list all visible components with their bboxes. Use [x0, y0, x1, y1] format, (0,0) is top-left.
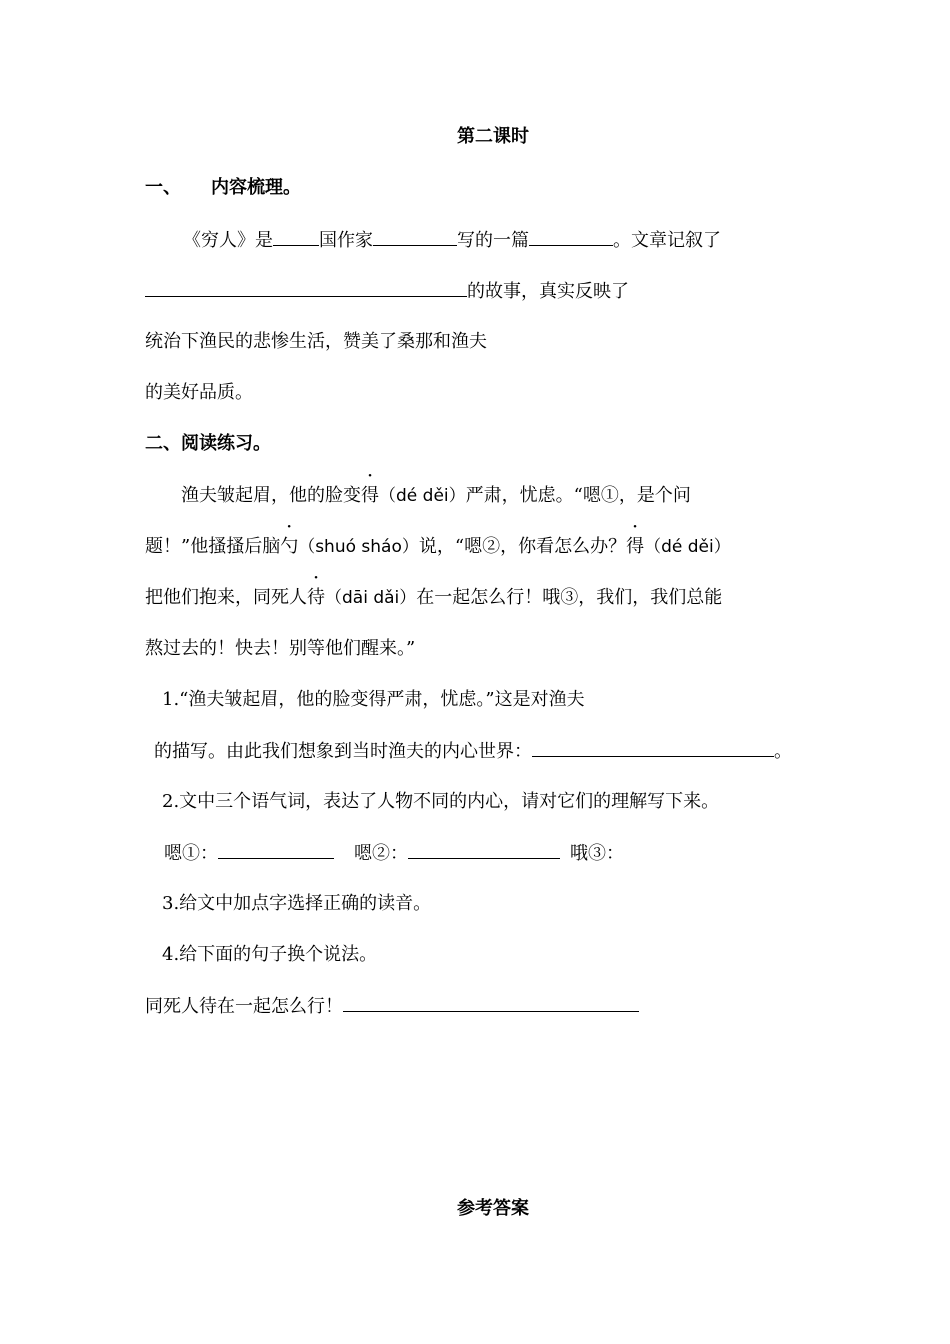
reading-line-3 [145, 585, 722, 611]
text-segment: 。文章记叙了 [613, 230, 721, 251]
section2-heading: 二、阅读练习。 [145, 433, 271, 454]
reading-line-1 [181, 483, 691, 509]
question-1: 1.“渔夫皱起眉，他的脸变得严肃，忧虑。”这是对渔夫 [162, 689, 585, 710]
pinyin-options: （dé děi） [644, 537, 731, 557]
text-segment: 《穷人》是 [183, 230, 273, 251]
entry-label: 嗯①： [164, 843, 218, 864]
question-4: 4.给下面的句子换个说法。 [162, 944, 378, 965]
text-segment: 渔夫皱起眉，他的脸变 [181, 485, 361, 506]
fill-line-2 [145, 278, 629, 305]
pinyin-options: （dāi dǎi） [325, 588, 417, 608]
pinyin-options: （shuó sháo） [298, 537, 419, 557]
blank-story[interactable] [145, 278, 467, 297]
question-2: 2.文中三个语气词，表达了人物不同的内心，请对它们的理解写下来。 [162, 791, 720, 812]
dotted-char: 得 [361, 485, 379, 506]
dotted-char: 勺 [280, 536, 299, 557]
section1-heading [145, 175, 301, 201]
entry-label: 嗯②： [354, 843, 408, 864]
text-segment: 。 [774, 741, 792, 762]
question-4-sentence [145, 993, 639, 1020]
reading-line-4: 熬过去的！快去！别等他们醒来。” [145, 638, 416, 659]
blank-genre[interactable] [529, 227, 613, 246]
text-segment: 在一起怎么行！哦③，我们，我们总能 [416, 587, 723, 608]
text-segment: 同死人待在一起怎么行！ [145, 996, 343, 1017]
entry-label: 哦③： [570, 843, 624, 864]
dotted-char: 得 [626, 536, 645, 557]
text-segment: 说，“嗯②，你看怎么办？ [418, 536, 627, 557]
text-segment: 把他们抱来，同死人 [145, 587, 307, 608]
section1-title: 内容梳理。 [211, 177, 301, 198]
fill-line-1 [183, 227, 721, 254]
answers-heading: 参考答案 [457, 1198, 529, 1219]
blank-en1[interactable] [218, 840, 334, 859]
reading-line-2 [145, 534, 731, 560]
question-2-entries [164, 840, 624, 867]
text-segment: 严肃，忧虑。“嗯①，是个问 [465, 485, 691, 506]
fill-line-3: 统治下渔民的悲惨生活，赞美了桑那和渔夫 [145, 331, 487, 352]
text-segment: 的描写。由此我们想象到当时渔夫的内心世界： [154, 741, 532, 762]
page-title: 第二课时 [457, 126, 529, 147]
text-segment: 的故事，真实反映了 [467, 281, 629, 302]
text-segment: 国作家 [319, 230, 373, 251]
text-segment: 写的一篇 [457, 230, 529, 251]
blank-inner-world[interactable] [532, 738, 774, 757]
question-3: 3.给文中加点字选择正确的读音。 [162, 893, 432, 914]
blank-rewrite[interactable] [343, 993, 639, 1012]
blank-nationality[interactable] [273, 227, 319, 246]
pinyin-options: （dé děi） [379, 486, 466, 506]
blank-en2[interactable] [408, 840, 560, 859]
section1-number: 一、 [145, 177, 181, 198]
question-1-cont [154, 738, 792, 765]
dotted-char: 待 [307, 587, 325, 608]
text-segment: 题！”他搔搔后脑 [145, 536, 281, 557]
fill-line-4: 的美好品质。 [145, 382, 253, 403]
blank-author[interactable] [373, 227, 457, 246]
